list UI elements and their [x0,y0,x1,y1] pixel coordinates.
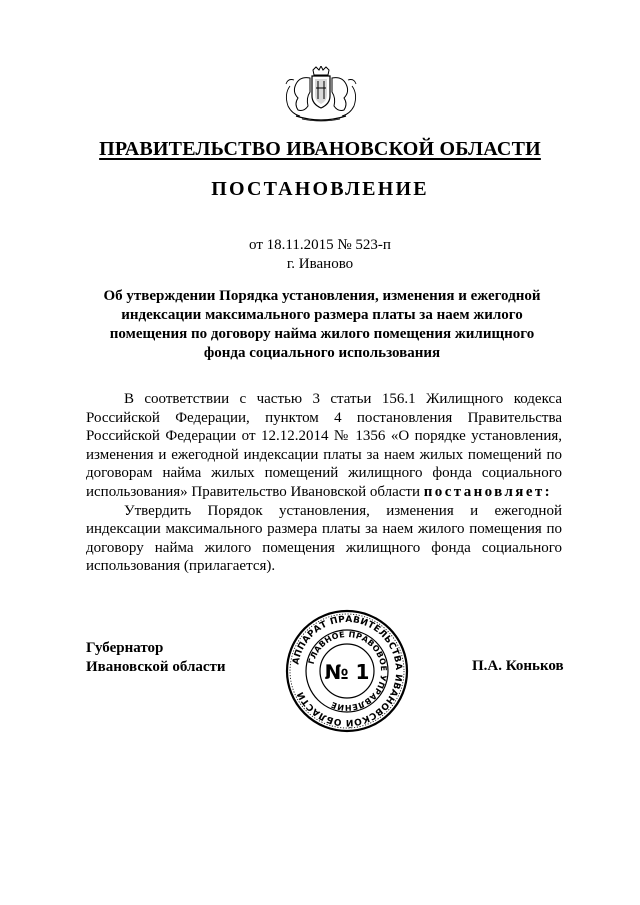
document-subject: Об утверждении Порядка установления, изменения и ежегодной индексации максимального размера платы за наем жилого помещения по договору найма жилого помещения жилищного фонда социального использования [103,288,541,361]
signatory-name: П.А. Коньков [472,658,564,674]
signatory-position [86,639,226,676]
coat-of-arms-emblem [282,66,360,124]
position-line-1: Губернатор [86,640,164,656]
svg-text:ГЛАВНОЕ ПРАВОВОЕ УПРАВЛЕНИЕ: ГЛАВНОЕ ПРАВОВОЕ УПРАВЛЕНИЕ [306,629,389,713]
body-paragraph-2: Утвердить Порядок установления, изменения и ежегодной индексации максимального размера платы за наем жилого помещения по договору найма жилого помещения жилищного фонда социального использования (прилагается). [86,502,562,575]
date-and-number: от 18.11.2015 № 523-п [249,237,391,253]
position-line-2: Ивановской области [86,658,226,675]
document-type-heading: ПОСТАНОВЛЕНИЕ [211,178,429,200]
city-line: г. Иваново [286,256,354,272]
organization-title: ПРАВИТЕЛЬСТВО ИВАНОВСКОЙ ОБЛАСТИ [99,138,541,160]
svg-text:АППАРАТ ПРАВИТЕЛЬСТВА ИВАНОВСК: АППАРАТ ПРАВИТЕЛЬСТВА ИВАНОВСКОЙ ОБЛАСТИ [291,614,404,728]
document-body [86,390,562,576]
body-paragraph-1 [86,390,562,502]
seal-number: № 1 [324,660,370,684]
paragraph-1-text: В соответствии с частью 3 статьи 156.1 Жилищного кодекса Российской Федерации, пунктом 4 постановления Правительства Российской Федерации от 12.12.2014 № 1356 «О порядке установления, изменения и ежегодной индексации платы за наем жилых помещений по договорам найма жилых помещений жилищного фонда социального использования» Правительство Ивановской области [86,391,562,500]
official-seal-stamp [284,608,410,734]
resolves-word: постановляет: [423,483,553,500]
